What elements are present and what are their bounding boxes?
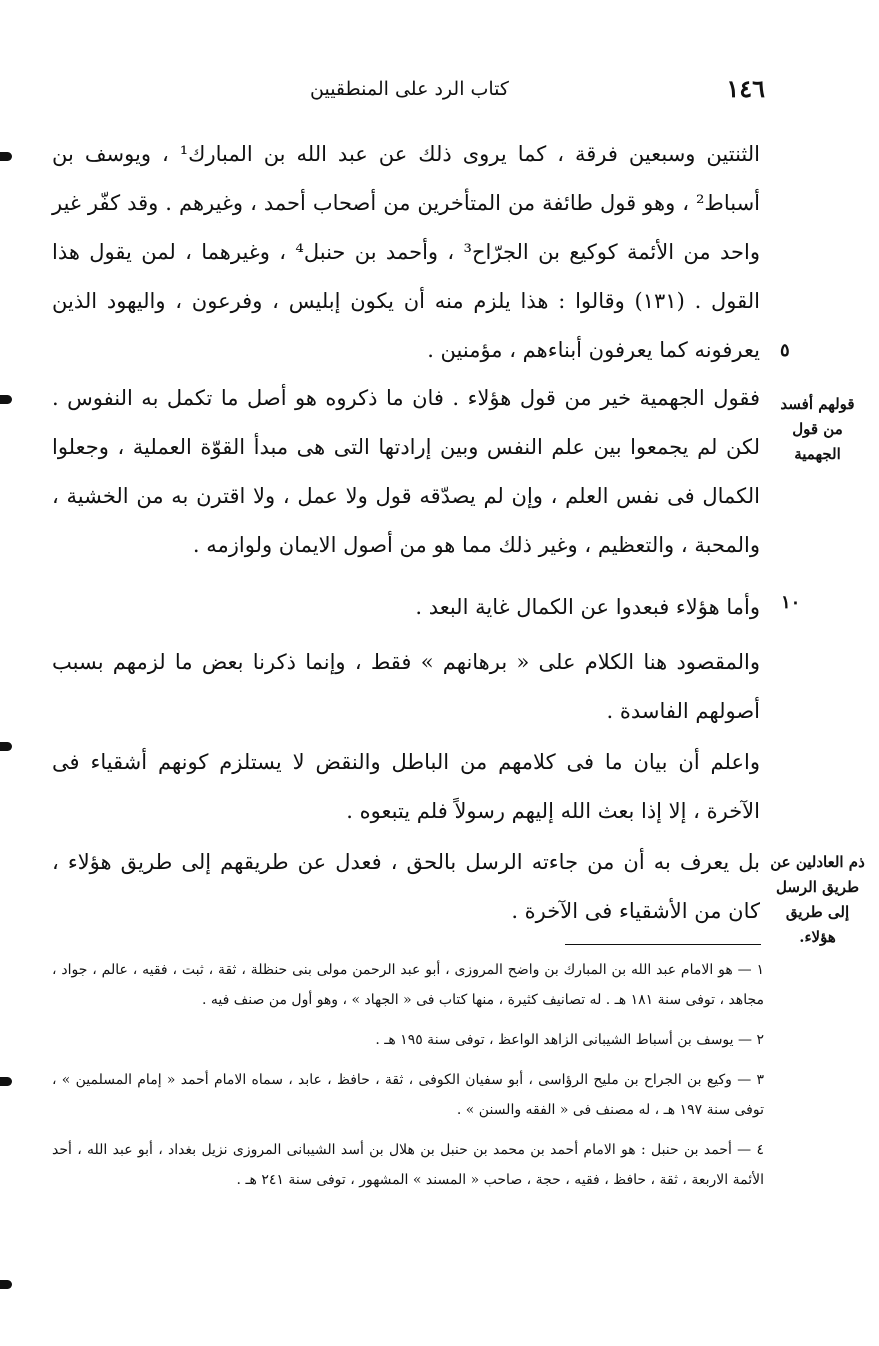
- footnote-separator: [565, 944, 761, 945]
- footnote-3: ٣ — وكيع بن الجراح بن مليح الرؤاسى ، أبو سفيان الكوفى ، ثقة ، حافظ ، عابد ، سماه الامام أحمد « إمام المسلمين » ، توفى سنة ١٩٧ هـ ، له مصنف فى « الفقه والسنن » .: [52, 1072, 764, 1118]
- footnote-2: ٢ — يوسف بن أسباط الشيبانى الزاهد الواعظ ، توفى سنة ١٩٥ هـ .: [375, 1032, 764, 1048]
- running-header: [300, 74, 765, 108]
- margin-note-jahmiyya: قولهم أفسد من قول الجهمية: [780, 395, 855, 463]
- line-number-5: ٥: [780, 340, 790, 361]
- paragraph-4: والمقصود هنا الكلام على « برهانهم » فقط ، وإنما ذكرنا بعض ما لزمهم بسبب أصولهم الفاسدة .: [52, 650, 760, 723]
- paragraph-6: بل يعرف به أن من جاءته الرسل بالحق ، فعدل عن طريقهم إلى طريق هؤلاء ، كان من الأشقياء فى الآخرة .: [52, 850, 760, 923]
- edge-tab-mark: [0, 152, 12, 161]
- paragraph-2: فقول الجهمية خير من قول هؤلاء . فان ما ذكروه هو أصل ما تكمل به النفوس . لكن لم يجمعوا بين علم النفس وبين إرادتها التى هى مبدأ القوّة العملية ، وجعلوا الكمال فى نفس العلم ، وإن لم يصدّقه قول ولا عمل ، ولا اقترن به من الخشية ، والمحبة ، والتعظيم ، وغير ذلك مما هو من أصول الايمان ولوازمه .: [52, 386, 760, 557]
- edge-tab-mark: [0, 395, 12, 404]
- running-title: كتاب الرد على المنطقيين: [310, 78, 509, 100]
- edge-tab-mark: [0, 1077, 12, 1086]
- edge-tab-mark: [0, 742, 12, 751]
- footnote-4: ٤ — أحمد بن حنبل : هو الامام أحمد بن محمد بن حنبل بن هلال بن أسد الشيبانى المروزى نزيل بغداد ، أبو عبد الله ، أحد الأئمة الاربعة ، ثقة ، حافظ ، فقيه ، حجة ، صاحب « المسند » المشهور ، توفى سنة ٢٤١ هـ .: [52, 1142, 764, 1188]
- paragraph-5: واعلم أن بيان ما فى كلامهم من الباطل والنقض لا يستلزم كونهم أشقياء فى الآخرة ، إلا إذا بعث الله إليهم رسولاً فلم يتبعوه .: [52, 750, 760, 823]
- header-dot: [452, 103, 453, 104]
- edge-tab-mark: [0, 1280, 12, 1289]
- footnote-1: ١ — هو الامام عبد الله بن المبارك بن واضح المروزى ، أبو عبد الرحمن مولى بنى حنظلة ، ثقة ، ثبت ، فقيه ، عالم ، جواد ، مجاهد ، توفى سنة ١٨١ هـ . له تصانيف كثيرة ، منها كتاب فى « الجهاد » ، وهو أول من صنف فيه .: [52, 962, 764, 1008]
- footnotes: [52, 955, 764, 1198]
- paragraph-3: وأما هؤلاء فبعدوا عن الكمال غاية البعد .: [415, 595, 760, 619]
- margin-note-deviators: ذم العادلين عن طريق الرسل إلى طريق هؤلاء.: [770, 853, 865, 946]
- paragraph-1: الثنتين وسبعين فرقة ، كما يروى ذلك عن عبد الله بن المبارك¹ ، ويوسف بن أسباط² ، وهو قول طائفة من المتأخرين من أصحاب أحمد ، وغيرهم . وقد كفّر غير واحد من الأئمة كوكيع بن الجرّاح³ ، وأحمد بن حنبل⁴ ، وغيرهما ، لمن يقول هذا القول . (١٣١) وقالوا : هذا يلزم منه أن يكون إبليس ، وفرعون ، واليهود الذين يعرفونه كما يعرفون أبناءهم ، مؤمنين .: [52, 142, 760, 362]
- line-number-10: ١٠: [781, 592, 801, 613]
- page-number: ١٤٦: [726, 74, 765, 103]
